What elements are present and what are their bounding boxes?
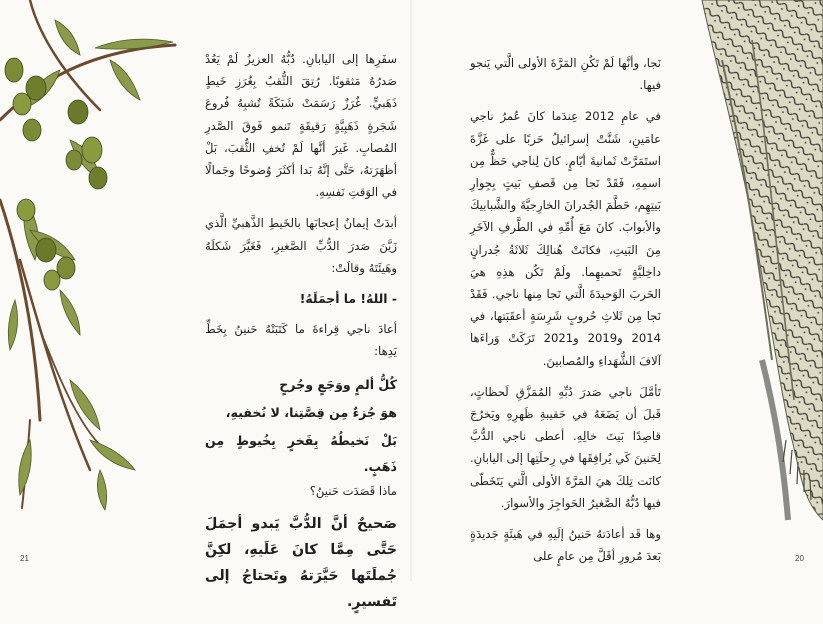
olive-fruit — [23, 119, 41, 141]
olive-fruit — [68, 100, 88, 124]
keffiyeh-illustration — [682, 0, 823, 530]
paragraph: أبدَتْ إيمانُ إعجابَها بالخَيطِ الذَّهبيِّ الَّذي زَيَّنَ صَدرَ الدُّبِّ الصَّغيرِ، فَغَيَّرَ شَكلَهُ وهَيئَتَهُ وقالَتْ: — [205, 216, 397, 275]
keffiyeh-cloth — [702, 0, 823, 520]
olive-fruit — [57, 257, 75, 279]
page-number: 20 — [795, 554, 804, 563]
verse-line: كُلُّ ألمٍ ووَجَعٍ وجُرحٍ — [279, 376, 397, 392]
paragraph: وها قَد أعادَتهُ حَنينُ إلَيهِ في هَيئَةٍ جَديدَةٍ بَعدَ مُرورِ أقَلَّ مِن عامٍ على — [470, 527, 661, 564]
olive-leaf — [90, 440, 135, 470]
olive-fruit — [82, 137, 102, 163]
olive-leaf — [110, 60, 140, 100]
olive-leaf — [55, 20, 80, 55]
paragraph: أعادَ ناجي قِراءةَ ما كَتَبَتْهُ حَنينُ بِخَطِّ يَدِها: — [205, 322, 397, 359]
olive-fruit — [5, 58, 23, 82]
paragraph: تَأمَّلَ ناجي صَدرَ دُبِّهِ المُمَزَّقِ لَحظاتٍ، قَبلَ أن يَضَعَهُ في حَقيبةِ ظَهرِهِ ويَخرُجَ قاصِدًا بَيتَ خالِهِ. أعطى ناجي الدُّبَّ لِحَنينَ كَي يُرافِقَها في رِحلَتِها إلى اليابانِ. كانَت تِلكَ هيَ المَرَّةَ الأولى الَّتي يَتَخَطّى فيها دُبُّهُ الصَّغيرُ الحَواجِزَ والأسوارَ. — [470, 384, 661, 510]
olive-fruit — [66, 150, 82, 170]
right-page-text — [470, 52, 661, 576]
paragraph: سفَرِها إلى اليابانِ. دُبُّهُ العزيزُ لَمْ يَعُدْ صَدرُهُ مَثقوبًا. رُتِقَ الثُّقبُ بِغُرَزِ خَيطٍ ذَهَبيٍّ. غُرَزٌ رَسَمَتْ شَبَكَةً تُشبِهُ فُروعَ شَجَرةٍ ذَهَبِيَّةٍ رَقيقَةٍ تَنمو فَوقَ الصَّدرِ المُصابِ. غَيرَ أنَّها لَمْ تُخفِ الثُّقبَ، بَلْ أظهَرَتهُ، حَتَّى إنَّهُ بَدا أكثَرَ وُضوحًا وجَمالًا في الوَقتِ نَفسِهِ. — [205, 52, 397, 200]
olive-leaf — [70, 380, 100, 430]
olive-fruit — [13, 93, 31, 115]
olive-fruit — [17, 199, 35, 221]
paragraph: نَجا، وأنَّها لَمْ تَكُنِ المَرَّةَ الأولى الَّتي يَنجو فيها. — [470, 56, 661, 93]
olive-fruit — [36, 238, 56, 262]
closing-paragraph: صَحيحٌ أنَّ الدُّبَّ يَبدو أجمَلَ حَتَّى مِمَّا كانَ عَلَيهِ، لكِنَّ جُملَتَها حَيَّرَتهُ وتَحتاجُ إلى تَفسيرٍ. — [205, 515, 397, 610]
olive-leaf — [95, 39, 173, 49]
verse-line: هوَ جُزءٌ مِن قِصَّتِنا، لا نُخفيهِ، — [225, 404, 397, 420]
olive-branch-illustration — [0, 0, 185, 520]
left-page-text — [205, 48, 397, 624]
book-gutter — [410, 0, 412, 581]
olive-leaf — [60, 290, 80, 335]
exclamation: - اللهُ! ما أجمَلَهُ! — [299, 291, 397, 307]
paragraph: في عامِ 2012 عِندَما كانَ عُمرُ ناجي عامَينِ، شَنَّتْ إسرائيلُ حَربًا على غَزَّةَ استَمَرَّتْ ثَمانيةَ أيّامٍ. كانَ لِناجي حَظٌّ مِن اسمِهِ، فَقَدْ نَجا مِن قَصفِ بَيتٍ بِجِوارِ بَيتِهِم، حَطَّمَ الجُدرانَ الخارِجيَّةَ والشَّبابيكَ والأبوابَ. كانَ مَعَ أُمِّهِ في الطَّرفِ الآخَرِ مِنَ البَيتِ، فكانَتْ هُنالِكَ ثَلاثَةُ جُدرانٍ داخِليَّةٍ تَحميهِما. ولَمْ تَكُن هذِهِ هيَ الحَربَ الوَحيدَةَ الَّتي نَجا مِنها ناجي. فَقَدْ نَجا مِن ثَلاثِ حُروبٍ شَرِسَةٍ أعقَبَتها، في 2014 و2019 و2021 تَرَكَتْ وَراءَها آلافَ الشُّهَداءِ والمُصابينَ. — [470, 109, 661, 368]
olive-fruit — [89, 167, 107, 189]
verse-line: بَلْ نَخيطُهُ بِفَخرٍ بِخُيوطٍ مِن ذَهَبٍ. — [205, 432, 397, 474]
olive-leaf — [8, 300, 17, 350]
page-number: 21 — [20, 554, 29, 563]
question: ماذا قَصَدَت حَنينُ؟ — [309, 483, 397, 498]
olive-fruit — [44, 270, 60, 290]
olive-leaf — [97, 470, 106, 510]
